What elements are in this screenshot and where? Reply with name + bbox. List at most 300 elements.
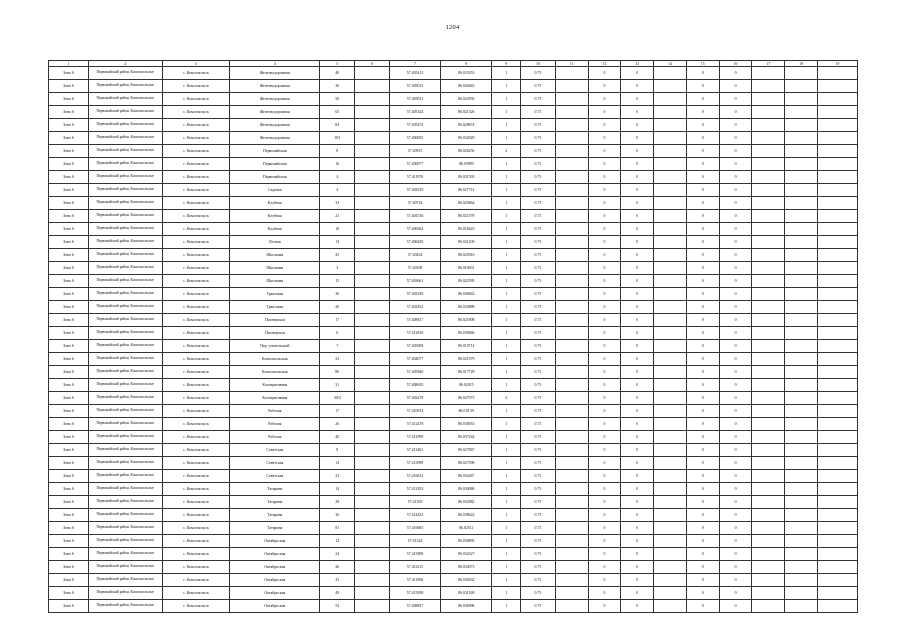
table-cell-col-19 (817, 561, 857, 574)
table-cell-col-17 (752, 119, 785, 132)
table-cell-col-12: 0 (588, 67, 621, 80)
table-cell-col-17 (752, 561, 785, 574)
table-cell-col-12: 0 (588, 93, 621, 106)
table-cell-col-1: Зона 6 (49, 600, 89, 613)
table-cell-col-7: 57.405324 (389, 106, 440, 119)
table-cell-col-8: 86.039666 (441, 327, 492, 340)
table-cell-col-15: 0 (686, 340, 719, 353)
table-cell-col-16: 0 (719, 80, 752, 93)
table-cell-col-8: 86.021808 (441, 314, 492, 327)
table-cell-col-13: 0 (621, 275, 654, 288)
table-cell-col-17 (752, 496, 785, 509)
table-row (49, 444, 858, 457)
table-cell-col-8: 86.030432 (441, 574, 492, 587)
table-cell-col-2: Первомайский район, Комсомольское (88, 444, 162, 457)
table-cell-col-8: 86.018.39 (441, 405, 492, 418)
table-cell-col-3: с. Комсомольск (162, 249, 230, 262)
table-row (49, 184, 858, 197)
table-cell-col-3: с. Комсомольск (162, 288, 230, 301)
table-cell-col-12: 0 (588, 496, 621, 509)
table-cell-col-14 (654, 288, 687, 301)
table-cell-col-12: 0 (588, 158, 621, 171)
table-cell-col-10: 0.75 (521, 67, 556, 80)
table-cell-col-9: 1 (492, 431, 521, 444)
table-cell-col-6 (355, 67, 390, 80)
table-cell-col-18 (785, 587, 818, 600)
table-cell-col-9: 1 (492, 418, 521, 431)
table-cell-col-16: 0 (719, 522, 752, 535)
table-cell-col-11 (555, 145, 588, 158)
table-cell-col-16: 0 (719, 223, 752, 236)
table-cell-col-9: 1 (492, 535, 521, 548)
table-cell-col-18 (785, 535, 818, 548)
table-cell-col-19 (817, 171, 857, 184)
table-cell-col-18 (785, 327, 818, 340)
table-cell-col-11 (555, 288, 588, 301)
table-cell-col-18 (785, 275, 818, 288)
table-row (49, 314, 858, 327)
table-cell-col-14 (654, 275, 687, 288)
table-cell-col-1: Зона 6 (49, 288, 89, 301)
table-cell-col-13: 0 (621, 249, 654, 262)
table-cell-col-16: 0 (719, 392, 752, 405)
table-cell-col-7: 57.403661 (389, 275, 440, 288)
table-cell-col-8: 86.036996 (441, 600, 492, 613)
table-cell-col-4: Советская (230, 457, 320, 470)
table-cell-col-11 (555, 236, 588, 249)
table-cell-col-5: 35 (320, 574, 355, 587)
table-cell-col-10: 0.75 (521, 119, 556, 132)
table-cell-col-13: 0 (621, 67, 654, 80)
table-cell-col-17 (752, 444, 785, 457)
table-cell-col-19 (817, 600, 857, 613)
table-cell-col-16: 0 (719, 470, 752, 483)
table-cell-col-7: 57.406364 (389, 223, 440, 236)
table-cell-col-13: 0 (621, 405, 654, 418)
table-cell-col-13: 0 (621, 600, 654, 613)
table-cell-col-6 (355, 574, 390, 587)
table-cell-col-6 (355, 405, 390, 418)
column-header-18: 18 (785, 61, 818, 67)
table-cell-col-10: 0.75 (521, 366, 556, 379)
table-row (49, 509, 858, 522)
table-cell-col-14 (654, 561, 687, 574)
table-cell-col-16: 0 (719, 444, 752, 457)
table-cell-col-4: Рабочая (230, 418, 320, 431)
table-cell-col-3: с. Комсомольск (162, 145, 230, 158)
table-cell-col-6 (355, 288, 390, 301)
table-cell-col-12: 0 (588, 132, 621, 145)
table-cell-col-13: 0 (621, 457, 654, 470)
table-cell-col-10: 0.75 (521, 197, 556, 210)
table-cell-col-3: с. Комсомольск (162, 262, 230, 275)
table-cell-col-6 (355, 184, 390, 197)
table-cell-col-12: 0 (588, 600, 621, 613)
table-cell-col-14 (654, 483, 687, 496)
table-cell-col-5: 8 (320, 145, 355, 158)
table-cell-col-2: Первомайский район, Комсомольское (88, 80, 162, 93)
table-cell-col-18 (785, 366, 818, 379)
table-cell-col-13: 0 (621, 145, 654, 158)
table-cell-col-18 (785, 561, 818, 574)
table-cell-col-11 (555, 548, 588, 561)
table-cell-col-6 (355, 457, 390, 470)
table-cell-col-17 (752, 106, 785, 119)
table-cell-col-1: Зона 6 (49, 223, 89, 236)
table-cell-col-11 (555, 223, 588, 236)
table-cell-col-10: 0.75 (521, 392, 556, 405)
table-cell-col-2: Первомайский район, Комсомольское (88, 184, 162, 197)
table-cell-col-9: 1 (492, 444, 521, 457)
table-cell-col-5: 20 (320, 301, 355, 314)
table-cell-col-8: 86.034888 (441, 301, 492, 314)
table-cell-col-16: 0 (719, 457, 752, 470)
table-cell-col-8: 86.027867 (441, 444, 492, 457)
table-cell-col-19 (817, 483, 857, 496)
table-cell-col-9: 1 (492, 249, 521, 262)
table-cell-col-8: 86.026463 (441, 80, 492, 93)
table-cell-col-6 (355, 431, 390, 444)
table-cell-col-9: 1 (492, 457, 521, 470)
table-cell-col-18 (785, 483, 818, 496)
table-cell-col-19 (817, 405, 857, 418)
table-cell-col-7: 57.405413 (389, 67, 440, 80)
table-cell-col-18 (785, 236, 818, 249)
table-cell-col-16: 0 (719, 340, 752, 353)
table-cell-col-3: с. Комсомольск (162, 379, 230, 392)
table-cell-col-6 (355, 158, 390, 171)
table-cell-col-12: 0 (588, 405, 621, 418)
table-cell-col-4: Клубная (230, 223, 320, 236)
table-cell-col-9: 1 (492, 366, 521, 379)
table-cell-col-8: 86.027508 (441, 457, 492, 470)
table-cell-col-13: 0 (621, 301, 654, 314)
table-cell-col-6 (355, 93, 390, 106)
table-cell-col-8: 86.032327 (441, 548, 492, 561)
table-cell-col-9: 1 (492, 509, 521, 522)
table-cell-col-18 (785, 496, 818, 509)
table-cell-col-7: 57.415908 (389, 548, 440, 561)
table-cell-col-16: 0 (719, 483, 752, 496)
table-row (49, 223, 858, 236)
column-header-19: 19 (817, 61, 857, 67)
table-cell-col-10: 0.75 (521, 509, 556, 522)
table-cell-col-7: 57.402478 (389, 392, 440, 405)
table-row (49, 132, 858, 145)
table-cell-col-13: 0 (621, 561, 654, 574)
table-cell-col-17 (752, 457, 785, 470)
table-cell-col-19 (817, 548, 857, 561)
table-cell-col-7: 57.402339 (389, 288, 440, 301)
table-cell-col-14 (654, 327, 687, 340)
table-cell-col-13: 0 (621, 418, 654, 431)
table-cell-col-17 (752, 327, 785, 340)
table-cell-col-3: с. Комсомольск (162, 314, 230, 327)
table-cell-col-18 (785, 67, 818, 80)
table-cell-col-9: 1 (492, 600, 521, 613)
table-cell-col-15: 0 (686, 288, 719, 301)
table-cell-col-12: 0 (588, 392, 621, 405)
table-cell-col-18 (785, 132, 818, 145)
table-cell-col-1: Зона 6 (49, 236, 89, 249)
table-cell-col-8: 86.027073 (441, 392, 492, 405)
table-cell-col-15: 0 (686, 522, 719, 535)
table-cell-col-12: 0 (588, 366, 621, 379)
table-cell-col-12: 0 (588, 106, 621, 119)
table-cell-col-11 (555, 392, 588, 405)
table-row (49, 496, 858, 509)
table-cell-col-8: 86.018423 (441, 223, 492, 236)
table-cell-col-18 (785, 340, 818, 353)
table-cell-col-7: 57.405011 (389, 93, 440, 106)
table-cell-col-10: 0.75 (521, 171, 556, 184)
table-cell-col-1: Зона 6 (49, 158, 89, 171)
table-cell-col-8: 86.021108 (441, 236, 492, 249)
table-cell-col-17 (752, 509, 785, 522)
table-cell-col-18 (785, 80, 818, 93)
table-cell-col-16: 0 (719, 262, 752, 275)
table-cell-col-3: с. Комсомольск (162, 327, 230, 340)
table-row (49, 405, 858, 418)
table-row (49, 535, 858, 548)
table-cell-col-15: 0 (686, 327, 719, 340)
table-cell-col-15: 0 (686, 561, 719, 574)
table-row (49, 431, 858, 444)
table-cell-col-3: с. Комсомольск (162, 340, 230, 353)
table-cell-col-8: 86.038622 (441, 509, 492, 522)
table-cell-col-15: 0 (686, 236, 719, 249)
table-cell-col-11 (555, 431, 588, 444)
table-cell-col-1: Зона 6 (49, 301, 89, 314)
table-cell-col-3: с. Комсомольск (162, 210, 230, 223)
table-cell-col-17 (752, 418, 785, 431)
table-cell-col-8: 86.028674 (441, 119, 492, 132)
table-cell-col-6 (355, 80, 390, 93)
column-header-13: 13 (621, 61, 654, 67)
table-cell-col-17 (752, 132, 785, 145)
table-cell-col-14 (654, 418, 687, 431)
table-cell-col-11 (555, 158, 588, 171)
table-cell-col-5: 56 (320, 93, 355, 106)
table-cell-col-15: 0 (686, 548, 719, 561)
table-cell-col-12: 0 (588, 431, 621, 444)
table-cell-col-17 (752, 574, 785, 587)
table-cell-col-18 (785, 600, 818, 613)
table-cell-col-16: 0 (719, 67, 752, 80)
table-cell-col-12: 0 (588, 457, 621, 470)
table-cell-col-11 (555, 80, 588, 93)
table-cell-col-4: Первомайская (230, 145, 320, 158)
table-cell-col-6 (355, 535, 390, 548)
column-header-2: 2 (88, 61, 162, 67)
table-cell-col-10: 0.75 (521, 184, 556, 197)
table-cell-col-6 (355, 522, 390, 535)
table-cell-col-2: Первомайский район, Комсомольское (88, 405, 162, 418)
table-cell-col-4: Октябрьская (230, 600, 320, 613)
table-cell-col-7: 57.412816 (389, 327, 440, 340)
table-cell-col-7: 57.416665 (389, 522, 440, 535)
table-cell-col-10: 0.75 (521, 405, 556, 418)
table-cell-col-1: Зона 6 (49, 93, 89, 106)
table-cell-col-6 (355, 561, 390, 574)
table-cell-col-14 (654, 184, 687, 197)
table-cell-col-6 (355, 548, 390, 561)
table-row (49, 67, 858, 80)
table-cell-col-12: 0 (588, 444, 621, 457)
table-cell-col-11 (555, 184, 588, 197)
table-cell-col-4: Клубная (230, 197, 320, 210)
table-cell-col-3: с. Комсомольск (162, 132, 230, 145)
table-row (49, 327, 858, 340)
table-cell-col-6 (355, 132, 390, 145)
table-cell-col-19 (817, 197, 857, 210)
table-cell-col-1: Зона 6 (49, 535, 89, 548)
table-cell-col-11 (555, 496, 588, 509)
table-cell-col-1: Зона 6 (49, 366, 89, 379)
table-cell-col-2: Первомайский район, Комсомольское (88, 522, 162, 535)
column-header-1: 1 (49, 61, 89, 67)
table-cell-col-6 (355, 340, 390, 353)
table-cell-col-4: Татарина (230, 509, 320, 522)
table-cell-col-7: 57.413401 (389, 444, 440, 457)
table-cell-col-16: 0 (719, 119, 752, 132)
table-cell-col-16: 0 (719, 561, 752, 574)
column-header-9: 9 (492, 61, 521, 67)
table-cell-col-19 (817, 418, 857, 431)
table-cell-col-8: 86.017728 (441, 366, 492, 379)
table-cell-col-8: 86.031168 (441, 587, 492, 600)
table-cell-col-5: 13 (320, 236, 355, 249)
table-cell-col-19 (817, 132, 857, 145)
table-cell-col-9: 1 (492, 574, 521, 587)
table-cell-col-10: 0.75 (521, 275, 556, 288)
table-cell-col-14 (654, 210, 687, 223)
table-cell-col-2: Первомайский район, Комсомольское (88, 171, 162, 184)
table-cell-col-8: 86.019631 (441, 262, 492, 275)
table-cell-col-2: Первомайский район, Комсомольское (88, 496, 162, 509)
table-cell-col-2: Первомайский район, Комсомольское (88, 132, 162, 145)
table-cell-col-7: 57.411906 (389, 574, 440, 587)
table-cell-col-14 (654, 197, 687, 210)
table-cell-col-6 (355, 509, 390, 522)
table-cell-col-1: Зона 6 (49, 80, 89, 93)
table-cell-col-1: Зона 6 (49, 431, 89, 444)
table-cell-col-19 (817, 522, 857, 535)
table-cell-col-8: 86.034073 (441, 561, 492, 574)
table-cell-col-5: 33 (320, 197, 355, 210)
table-cell-col-7: 57.415098 (389, 457, 440, 470)
table-cell-col-6 (355, 145, 390, 158)
table-cell-col-11 (555, 483, 588, 496)
table-cell-col-10: 0.75 (521, 431, 556, 444)
table-cell-col-2: Первомайский район, Комсомольское (88, 93, 162, 106)
table-cell-col-19 (817, 288, 857, 301)
table-cell-col-17 (752, 535, 785, 548)
table-row (49, 145, 858, 158)
table-cell-col-18 (785, 184, 818, 197)
table-cell-col-19 (817, 340, 857, 353)
table-cell-col-11 (555, 327, 588, 340)
table-cell-col-19 (817, 262, 857, 275)
table-cell-col-16: 0 (719, 197, 752, 210)
table-row (49, 587, 858, 600)
table-cell-col-9: 1 (492, 197, 521, 210)
table-cell-col-15: 0 (686, 418, 719, 431)
table-cell-col-3: с. Комсомольск (162, 405, 230, 418)
table-cell-col-9: 1 (492, 301, 521, 314)
table-cell-col-5: 23 (320, 353, 355, 366)
table-cell-col-6 (355, 418, 390, 431)
table-cell-col-16: 0 (719, 574, 752, 587)
table-row (49, 366, 858, 379)
table-cell-col-9: 1 (492, 80, 521, 93)
table-cell-col-17 (752, 548, 785, 561)
table-cell-col-1: Зона 6 (49, 197, 89, 210)
column-header-12: 12 (588, 61, 621, 67)
table-cell-col-3: с. Комсомольск (162, 171, 230, 184)
table-cell-col-18 (785, 574, 818, 587)
table-cell-col-9: 1 (492, 340, 521, 353)
table-cell-col-19 (817, 80, 857, 93)
table-cell-col-4: Рабочая (230, 431, 320, 444)
table-cell-col-3: с. Комсомольск (162, 223, 230, 236)
table-cell-col-9: 1 (492, 379, 521, 392)
table-cell-col-15: 0 (686, 379, 719, 392)
table-cell-col-2: Первомайский район, Комсомольское (88, 145, 162, 158)
table-cell-col-9: 2 (492, 392, 521, 405)
table-cell-col-2: Первомайский район, Комсомольское (88, 470, 162, 483)
table-cell-col-11 (555, 353, 588, 366)
table-cell-col-9: 1 (492, 223, 521, 236)
table-cell-col-2: Первомайский район, Комсомольское (88, 275, 162, 288)
table-cell-col-4: Татарина (230, 496, 320, 509)
table-cell-col-11 (555, 418, 588, 431)
table-cell-col-5: 3 (320, 262, 355, 275)
table-cell-col-1: Зона 6 (49, 561, 89, 574)
table-cell-col-5: 12 (320, 535, 355, 548)
table-cell-col-14 (654, 340, 687, 353)
table-cell-col-17 (752, 288, 785, 301)
table-row (49, 353, 858, 366)
table-cell-col-3: с. Комсомольск (162, 457, 230, 470)
table-cell-col-17 (752, 522, 785, 535)
table-cell-col-18 (785, 93, 818, 106)
table-cell-col-8: 86.032029 (441, 132, 492, 145)
column-header-5: 5 (320, 61, 355, 67)
table-cell-col-14 (654, 574, 687, 587)
table-cell-col-11 (555, 379, 588, 392)
table-cell-col-16: 0 (719, 431, 752, 444)
table-cell-col-16: 0 (719, 210, 752, 223)
table-cell-col-8: 86.021578 (441, 210, 492, 223)
table-cell-col-5: 13 (320, 457, 355, 470)
table-cell-col-3: с. Комсомольск (162, 574, 230, 587)
table-cell-col-16: 0 (719, 301, 752, 314)
table-cell-col-3: с. Комсомольск (162, 184, 230, 197)
table-cell-col-17 (752, 587, 785, 600)
table-cell-col-14 (654, 496, 687, 509)
table-cell-col-14 (654, 132, 687, 145)
table-cell-col-1: Зона 6 (49, 249, 89, 262)
table-cell-col-5: 40 (320, 67, 355, 80)
table-cell-col-14 (654, 444, 687, 457)
table-cell-col-11 (555, 301, 588, 314)
table-cell-col-13: 0 (621, 379, 654, 392)
table-cell-col-1: Зона 6 (49, 483, 89, 496)
table-cell-col-16: 0 (719, 548, 752, 561)
table-cell-col-14 (654, 171, 687, 184)
table-cell-col-15: 0 (686, 249, 719, 262)
